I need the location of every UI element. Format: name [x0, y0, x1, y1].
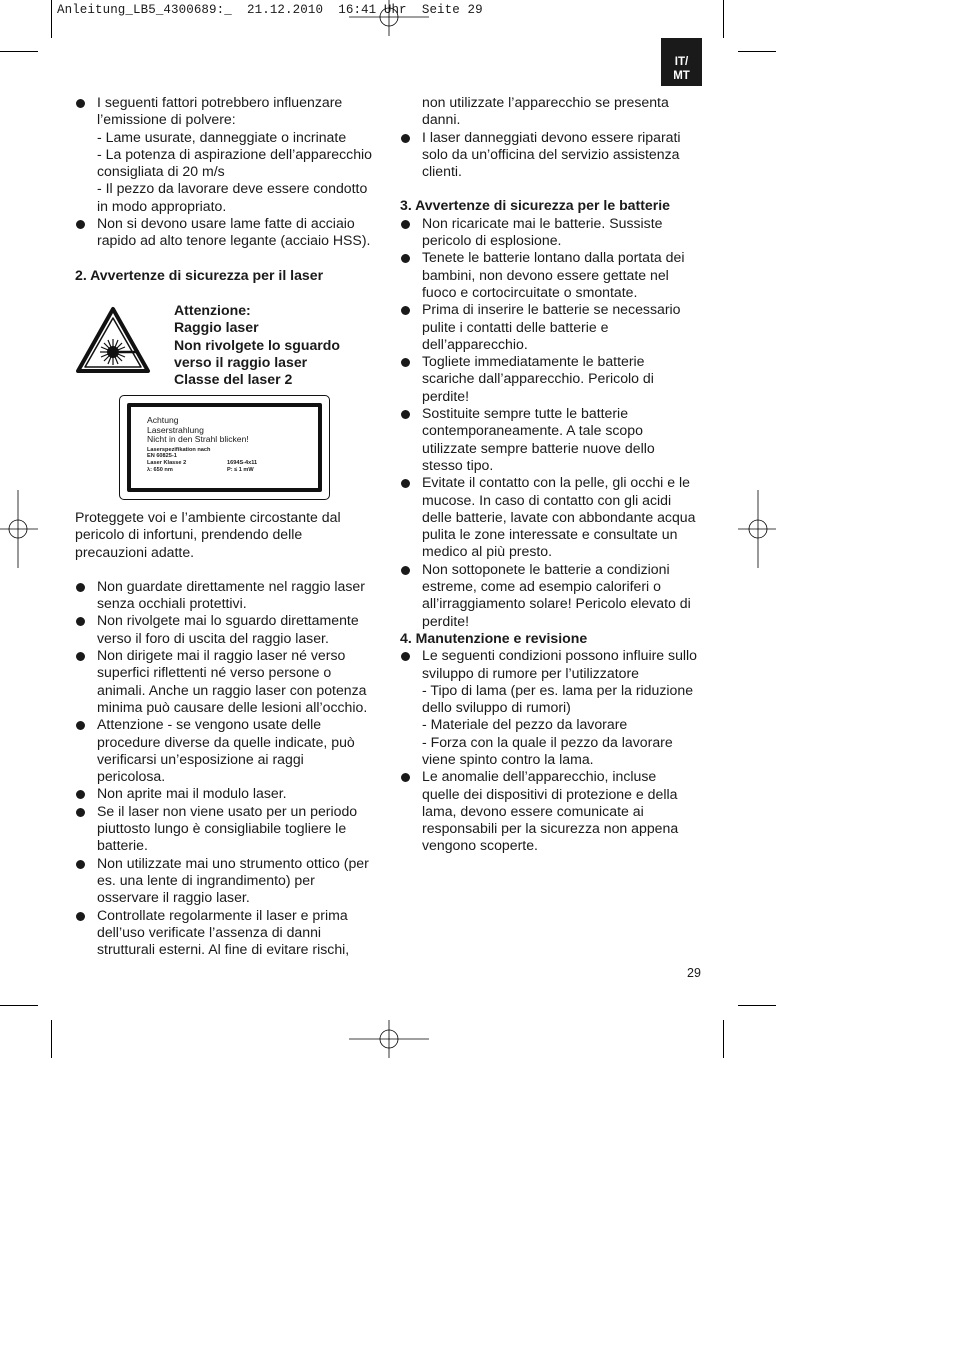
crop-mark [0, 51, 38, 52]
list-item: I seguenti fattori potrebbero influenzare l’emissione di polvere: - Lame usurate, danneggiate o incrinate - La potenza di aspirazione dell’apparecchio consigliata di 20 m/s - Il pezzo da lavorare deve essere condotto in modo appropriato. [75, 94, 385, 215]
registration-mark-icon [738, 490, 776, 568]
list-item: Attenzione - se vengono usate delle procedure diverse da quelle indicate, può verificarsi un’esposizione ai raggi pericolosa. [75, 716, 385, 785]
registration-mark-icon [349, 0, 429, 36]
list-item: Non dirigete mai il raggio laser né verso superfici riflettenti né verso persone o animali. Anche un raggio laser con potenza minima può causare delle lesioni all’occhio. [75, 647, 385, 716]
list-item: Sostituite sempre tutte le batterie contemporaneamente. A tale scopo utilizzate sempre batterie nuove dello stesso tipo. [400, 405, 710, 474]
section-heading: 3. Avvertenze di sicurezza per le batterie [400, 197, 670, 214]
print-header: Anleitung_LB5_4300689:_ 21.12.2010 16:41 Uhr Seite 29 [57, 3, 483, 17]
right-column [400, 94, 710, 855]
list-item: I laser danneggiati devono essere riparati solo da un’officina del servizio assistenza clienti. [400, 129, 710, 181]
language-tab-line2: MT [673, 70, 690, 82]
list-item: Prima di inserire le batterie se necessario pulite i contatti delle batterie e dell’apparecchio. [400, 301, 710, 353]
list-item: Le anomalie dell’apparecchio, incluse quelle dei dispositivi di protezione e della lama, devono essere comunicate ai responsabili per la sicurezza non appena vengono scoperte. [400, 768, 710, 854]
crop-mark [738, 1005, 776, 1006]
section-heading: 2. Avvertenze di sicurezza per il laser [75, 266, 324, 283]
crop-mark [738, 51, 776, 52]
list-item: Non utilizzate mai uno strumento ottico (per es. una lente di ingrandimento) per osservare il raggio laser. [75, 855, 385, 907]
list-item: Controllate regolarmente il laser e prima dell’uso verificate l’assenza di danni strutturali esterni. Al fine di evitare rischi, [75, 907, 385, 959]
laser-label-inner: Achtung Laserstrahlung Nicht in den Strahl blicken! Laserspezifikation nach EN 60825-1 Laser Klasse 2 1694S-4x11 λ: 650 nm P: ≤ 1 mW [127, 403, 322, 492]
list-item: Non si devono usare lame fatte di acciaio rapido ad alto tenore legante (acciaio HSS). [75, 215, 385, 250]
crop-mark [51, 0, 52, 38]
list-item: Non aprite mai il modulo laser. [75, 785, 385, 802]
crop-mark [723, 1020, 724, 1058]
registration-mark-icon [0, 490, 38, 568]
list-item: Tenete le batterie lontano dalla portata dei bambini, non devono essere gettate nel fuoco e cortocircuitate o smontate. [400, 249, 710, 301]
page-number: 29 [687, 966, 701, 980]
crop-mark [723, 0, 724, 38]
crop-mark [51, 1020, 52, 1058]
left-column-top [75, 94, 385, 284]
left-column-bottom: Proteggete voi e l’ambiente circostante dal pericolo di infortuni, prendendo delle precauzioni adatte. Non guardate direttamente nel raggio laser senza occhiali protettivi. Non rivolgete mai lo sguardo direttamente verso il foro di uscita del raggio laser. Non dirigete mai il raggio laser né verso superfici riflettenti né verso persone o animali. Anche un raggio laser con potenza minima può causare delle lesioni all’occhio. Attenzione - se vengono usate delle procedure diverse da quelle indicate, può verificarsi un’esposizione ai raggi pericolosa. Non aprite mai il modulo laser. Se il laser non viene usato per un periodo piuttosto lungo è consigliabile togliere le batterie. Non utilizzate mai uno strumento ottico (per es. una lente di ingrandimento) per osservare il raggio laser. Controllate regolarmente il laser e prima dell’uso verificate l’assenza di danni strutturali esterni. Al fine di evitare rischi, [75, 509, 385, 958]
list-item: Non rivolgete mai lo sguardo direttamente verso il foro di uscita del raggio laser. [75, 612, 385, 647]
list-item: Se il laser non viene usato per un periodo piuttosto lungo è consigliabile togliere le batterie. [75, 803, 385, 855]
language-tab-line1: IT/ [674, 56, 689, 68]
section-heading: 4. Manutenzione e revisione [400, 629, 588, 646]
list-item: Non sottoponete le batterie a condizioni estreme, come ad esempio caloriferi o all’irraggiamento solare! Pericolo elevato di perdite! [400, 561, 710, 630]
list-item: Evitate il contatto con la pelle, gli occhi e le mucose. In caso di contatto con gli acidi delle batterie, lavate con abbondante acqua pulita le zone interessate e consultate un medico al più presto. [400, 474, 710, 560]
laser-label [119, 395, 330, 500]
registration-mark-icon [349, 1020, 429, 1058]
list-item: Non ricaricate mai le batterie. Sussiste pericolo di esplosione. [400, 215, 710, 250]
laser-warning-text: Attenzione: Raggio laser Non rivolgete lo sguardo verso il raggio laser Classe del laser 2 [174, 302, 341, 388]
list-item-continued: non utilizzate l’apparecchio se presenta danni. [422, 94, 669, 128]
list-item: Le seguenti condizioni possono influire sullo sviluppo di rumore per l’utilizzatore - Tipo di lama (per es. lama per la riduzione dello sviluppo di rumori) - Materiale del pezzo da lavorare - Forza con la quale il pezzo da lavorare viene spinto contro la lama. [400, 647, 710, 768]
crop-mark [0, 1005, 38, 1006]
laser-warning-icon [75, 306, 151, 374]
language-tab [661, 38, 702, 86]
list-item: Togliete immediatamente le batterie scariche dall’apparecchio. Pericolo di perdite! [400, 353, 710, 405]
list-item: Non guardate direttamente nel raggio laser senza occhiali protettivi. [75, 578, 385, 613]
